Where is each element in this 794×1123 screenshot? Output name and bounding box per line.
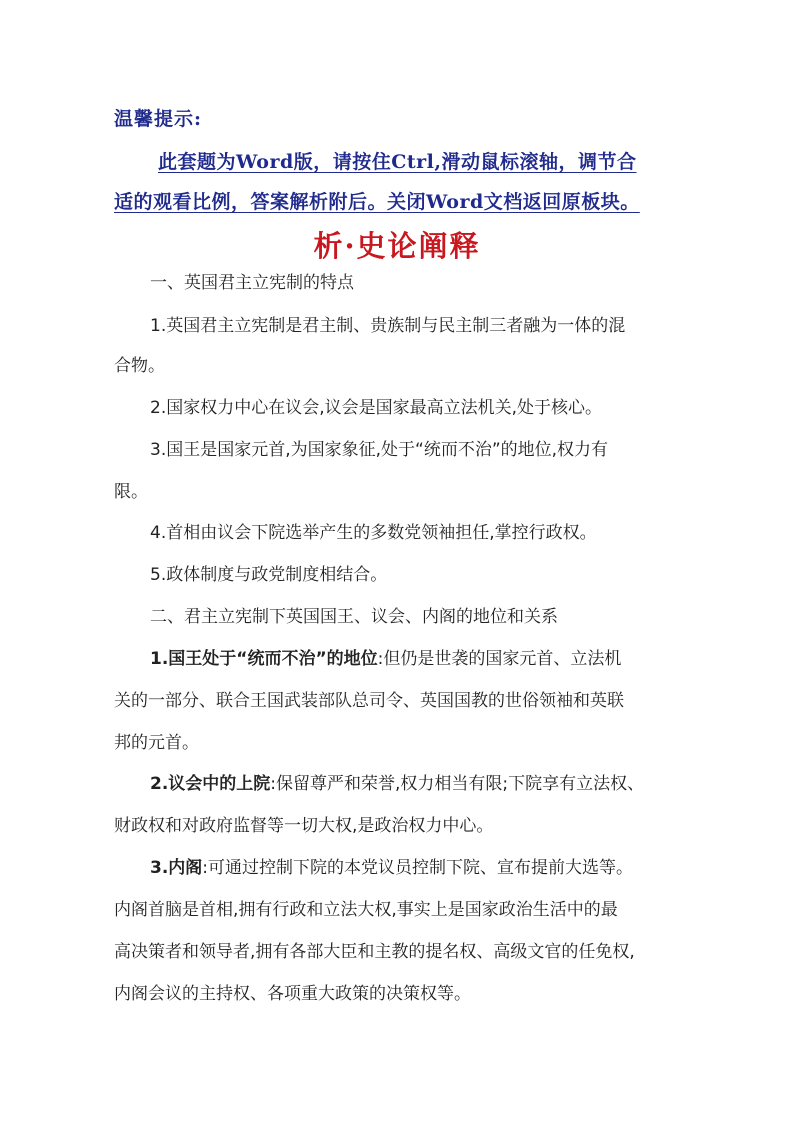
part2-item1-line2: 关的一部分、联合王国武装部队总司令、英国国教的世俗领袖和英联 bbox=[114, 691, 624, 711]
part2-item1-text: :但仍是世袭的国家元首、立法机 bbox=[377, 649, 622, 669]
part1-item5: 5.政体制度与政党制度相结合。 bbox=[150, 565, 388, 585]
part2-item1-line1 bbox=[150, 648, 621, 670]
part1-item1-line2: 合物。 bbox=[114, 356, 165, 376]
part2-item2-text: :保留尊严和荣誉,权力相当有限;下院享有立法权、 bbox=[270, 774, 645, 794]
part2-heading: 二、君主立宪制下英国国王、议会、内阁的地位和关系 bbox=[150, 607, 558, 627]
notice-title: 温馨提示: bbox=[114, 108, 203, 130]
part1-item1-line1: 1.英国君主立宪制是君主制、贵族制与民主制三者融为一体的混 bbox=[150, 316, 626, 336]
part1-item4: 4.首相由议会下院选举产生的多数党领袖担任,掌控行政权。 bbox=[150, 523, 597, 543]
part2-item3-line1 bbox=[150, 857, 633, 879]
part2-item1-label: 1.国王处于“统而不治”的地位 bbox=[150, 649, 378, 669]
section-title: 析·史论阐释 bbox=[313, 229, 481, 263]
notice-line-2: 适的观看比例，答案解析附后。关闭Word文档返回原板块。 bbox=[114, 191, 640, 213]
notice-line-1: 此套题为Word版，请按住Ctrl,滑动鼠标滚轴，调节合 bbox=[158, 151, 637, 173]
part2-item2-label: 2.议会中的上院 bbox=[150, 774, 271, 794]
part2-item3-line3: 高决策者和领导者,拥有各部大臣和主教的提名权、高级文官的任免权, bbox=[114, 942, 635, 962]
part2-item3-text: :可通过控制下院的本党议员控制下院、宣布提前大选等。 bbox=[202, 858, 634, 878]
part2-item2-line1 bbox=[150, 773, 644, 795]
part2-item3-label: 3.内阁 bbox=[150, 858, 203, 878]
part2-item3-line2: 内阁首脑是首相,拥有行政和立法大权,事实上是国家政治生活中的最 bbox=[114, 900, 618, 920]
part1-item2: 2.国家权力中心在议会,议会是国家最高立法机关,处于核心。 bbox=[150, 398, 603, 418]
part1-item3-line1: 3.国王是国家元首,为国家象征,处于“统而不治”的地位,权力有 bbox=[150, 440, 609, 460]
part2-item1-line3: 邦的元首。 bbox=[114, 733, 199, 753]
part2-item3-line4: 内阁会议的主持权、各项重大政策的决策权等。 bbox=[114, 984, 471, 1004]
part1-item3-line2: 限。 bbox=[114, 482, 148, 502]
part1-heading: 一、英国君主立宪制的特点 bbox=[150, 273, 354, 293]
part2-item2-line2: 财政权和对政府监督等一切大权,是政治权力中心。 bbox=[114, 816, 494, 836]
